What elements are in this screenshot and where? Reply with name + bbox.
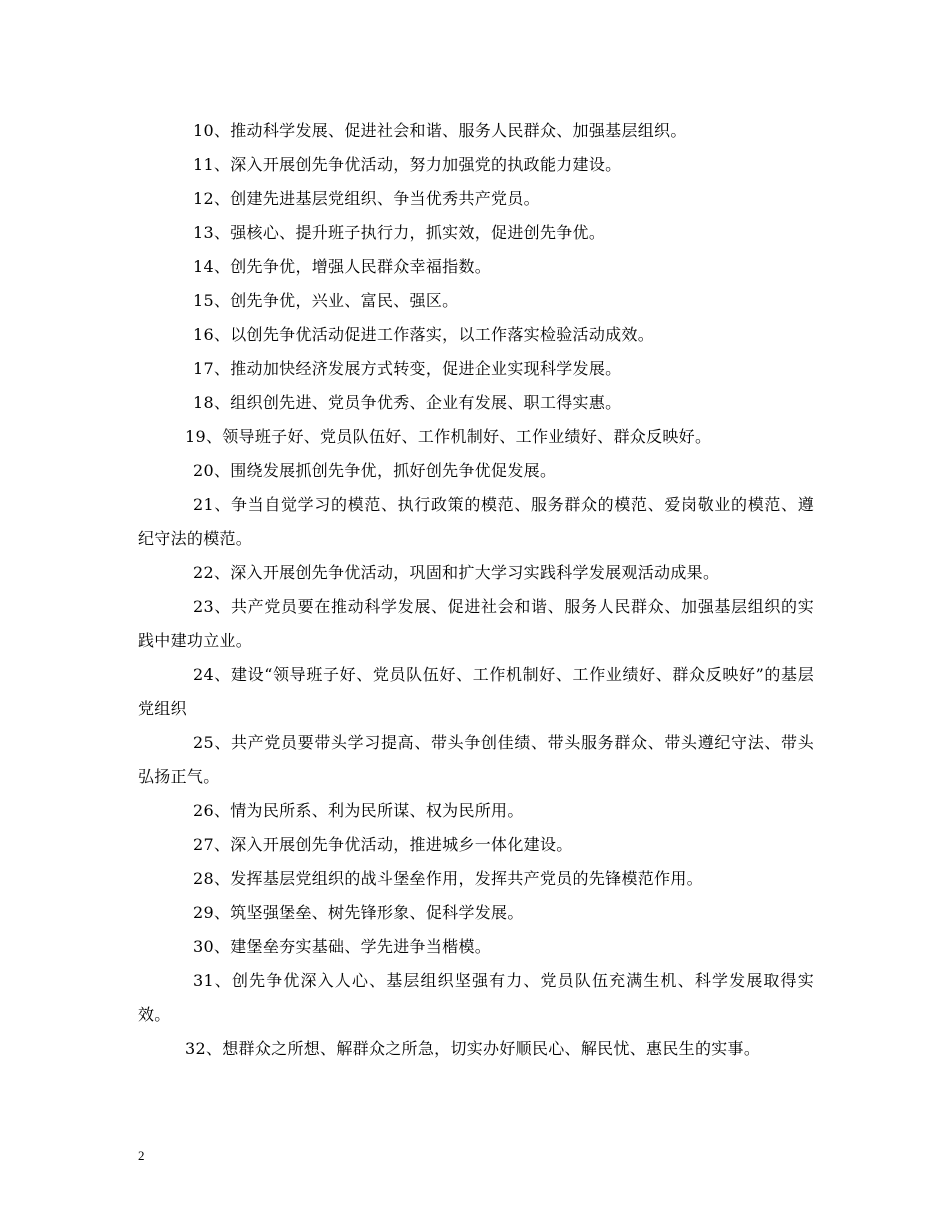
list-item: 31、创先争优深入人心、基层组织坚强有力、党员队伍充满生机、科学发展取得实效。 bbox=[138, 971, 814, 1024]
list-item: 21、争当自觉学习的模范、执行政策的模范、服务群众的模范、爱岗敬业的模范、遵纪守法的模范。 bbox=[138, 495, 814, 548]
list-item: 30、建堡垒夯实基础、学先进争当楷模。 bbox=[193, 937, 492, 956]
list-item: 19、领导班子好、党员队伍好、工作机制好、工作业绩好、群众反映好。 bbox=[185, 427, 712, 446]
list-item: 15、创先争优，兴业、富民、强区。 bbox=[193, 291, 459, 310]
list-item: 11、深入开展创先争优活动，努力加强党的执政能力建设。 bbox=[193, 155, 622, 174]
list-item: 26、情为民所系、利为民所谋、权为民所用。 bbox=[193, 801, 524, 820]
list-item: 32、想群众之所想、解群众之所急，切实办好顺民心、解民忧、惠民生的实事。 bbox=[185, 1039, 761, 1058]
list-item: 13、强核心、提升班子执行力，抓实效，促进创先争优。 bbox=[193, 223, 606, 242]
list-item: 17、推动加快经济发展方式转变，促进企业实现科学发展。 bbox=[193, 359, 622, 378]
list-item: 23、共产党员要在推动科学发展、促进社会和谐、服务人民群众、加强基层组织的实践中建功立业。 bbox=[138, 597, 814, 650]
list-item: 24、建设“领导班子好、党员队伍好、工作机制好、工作业绩好、群众反映好”的基层党组织 bbox=[138, 665, 814, 718]
page-number: 2 bbox=[138, 1148, 145, 1163]
list-item: 20、围绕发展抓创先争优，抓好创先争优促发展。 bbox=[193, 461, 557, 480]
list-item: 14、创先争优，增强人民群众幸福指数。 bbox=[193, 257, 492, 276]
list-item: 12、创建先进基层党组织、争当优秀共产党员。 bbox=[193, 189, 540, 208]
list-item: 29、筑坚强堡垒、树先锋形象、促科学发展。 bbox=[193, 903, 524, 922]
document-body bbox=[138, 114, 814, 1066]
list-item: 18、组织创先进、党员争优秀、企业有发展、职工得实惠。 bbox=[193, 393, 622, 412]
list-item: 27、深入开展创先争优活动，推进城乡一体化建设。 bbox=[193, 835, 573, 854]
list-item: 10、推动科学发展、促进社会和谐、服务人民群众、加强基层组织。 bbox=[193, 121, 687, 140]
list-item: 22、深入开展创先争优活动，巩固和扩大学习实践科学发展观活动成果。 bbox=[193, 563, 720, 582]
list-item: 16、以创先争优活动促进工作落实，以工作落实检验活动成效。 bbox=[193, 325, 655, 344]
list-item: 28、发挥基层党组织的战斗堡垒作用，发挥共产党员的先锋模范作用。 bbox=[193, 869, 703, 888]
list-item: 25、共产党员要带头学习提高、带头争创佳绩、带头服务群众、带头遵纪守法、带头弘扬正气。 bbox=[138, 733, 814, 786]
